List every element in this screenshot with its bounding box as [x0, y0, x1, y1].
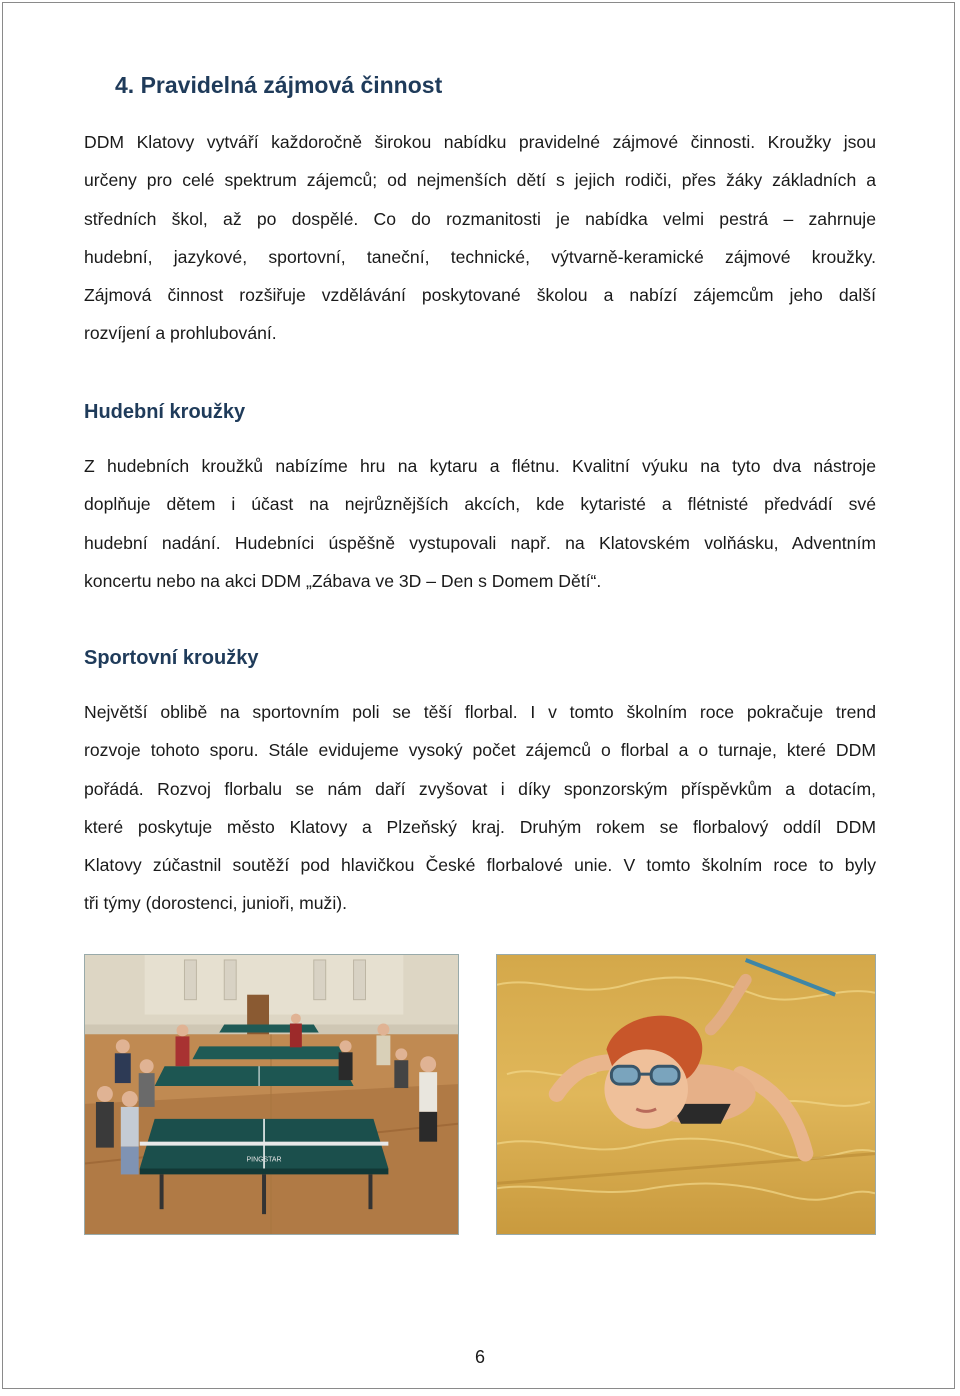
music-line: hudební nadání. Hudebníci úspěšně vystupovali např. na Klatovském volňásku, Adventním [84, 532, 876, 553]
music-heading: Hudební kroužky [84, 401, 246, 423]
sport-line: pořádá. Rozvoj florbalu se nám daří zvyšovat i díky sponzorským příspěvkům a dotacím, [84, 778, 876, 799]
sport-heading: Sportovní kroužky [84, 647, 259, 669]
intro-line: středních škol, až po dospělé. Co do rozmanitosti je nabídka velmi pestrá – zahrnuje [84, 208, 876, 229]
sport-line: Klatovy zúčastnil soutěží pod hlavičkou České florbalové unie. V tomto školním roce to byly [84, 855, 876, 876]
sport-line: které poskytuje město Klatovy a Plzeňský kraj. Druhým rokem se florbalový oddíl DDM [84, 816, 876, 837]
music-line: koncertu nebo na akci DDM „Zábava ve 3D – Den s Domem Dětí“. [84, 570, 602, 591]
music-line: doplňuje dětem i účast na nejrůznějších akcích, kde kytaristé a flétnisté předvádí své [84, 494, 876, 515]
sport-line: rozvoje tohoto sporu. Stále evidujeme vysoký počet zájemců o florbal a o turnaje, které DDM [84, 740, 876, 761]
section-heading: 4. Pravidelná zájmová činnost [115, 72, 443, 98]
sport-paragraph [84, 693, 876, 923]
table-brand-label: PINGSTAR [246, 1156, 282, 1164]
intro-paragraph [84, 123, 876, 353]
sport-line: Největší oblibě na sportovním poli se těší florbal. I v tomto školním roce pokračuje trend [84, 702, 876, 722]
table-tennis-photo [84, 954, 459, 1235]
intro-line: DDM Klatovy vytváří každoročně širokou nabídku pravidelné zájmové činnosti. Kroužky jsou [84, 132, 876, 152]
music-paragraph [84, 447, 876, 600]
intro-line: určeny pro celé spektrum zájemců; od nejmenších dětí s jejich rodiči, přes žáky základních a [84, 170, 876, 191]
intro-line: hudební, jazykové, sportovní, taneční, technické, výtvarně-keramické zájmové kroužky. [84, 246, 876, 267]
intro-line: Zájmová činnost rozšiřuje vzdělávání poskytované školou a nabízí zájemcům jeho další [84, 285, 876, 306]
music-line: Z hudebních kroužků nabízíme hru na kytaru a flétnu. Kvalitní výuku na tyto dva nástroje [84, 456, 876, 476]
underwater-swimmer-photo [496, 954, 876, 1235]
sport-line: tři týmy (dorostenci, junioři, muži). [84, 893, 347, 914]
page-number: 6 [474, 1347, 485, 1367]
intro-line: rozvíjení a prohlubování. [84, 323, 277, 344]
